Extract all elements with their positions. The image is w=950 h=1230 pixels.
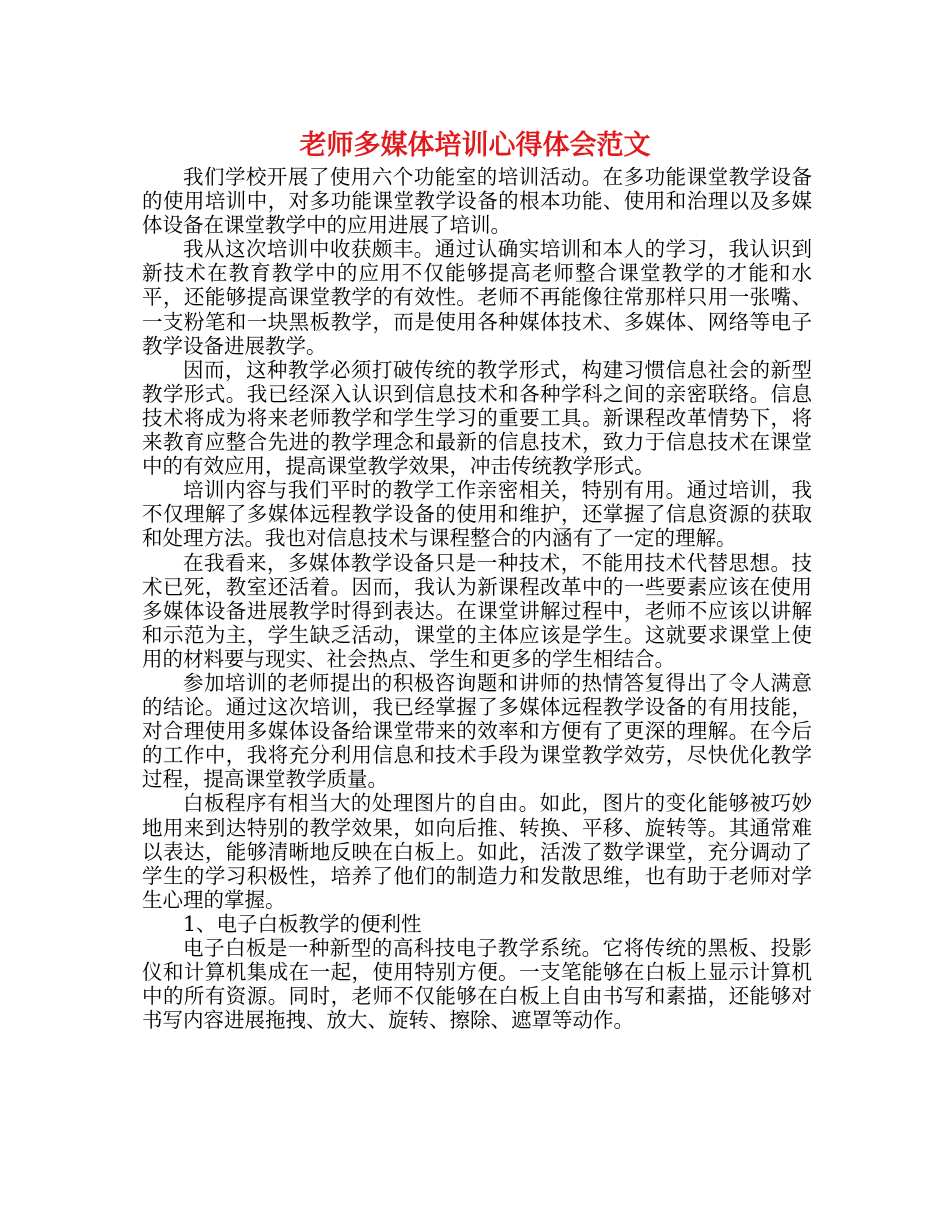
document-title: 老师多媒体培训心得体会范文 xyxy=(299,130,651,161)
paragraph-8: 电子白板是一种新型的高科技电子教学系统。它将传统的黑板、投影仪和计算机集成在一起，使用特别方便。一支笔能够在白板上显示计算机中的所有资源。同时，老师不仅能够在白板上自由书写和素描，还能够对书写内容进展拖拽、放大、旋转、擦除、遮罩等动作。 xyxy=(142,936,812,1033)
paragraph-5: 在我看来，多媒体教学设备只是一种技术，不能用技术代替思想。技术已死，教室还活着。因而，我认为新课程改革中的一些要素应该在使用多媒体设备进展教学时得到表达。在课堂讲解过程中，老师不应该以讲解和示范为主，学生缺乏活动，课堂的主体应该是学生。这就要求课堂上使用的材料要与现实、社会热点、学生和更多的学生相结合。 xyxy=(142,550,812,671)
paragraph-1: 我们学校开展了使用六个功能室的培训活动。在多功能课堂教学设备的使用培训中，对多功能课堂教学设备的根本功能、使用和治理以及多媒体设备在课堂教学中的应用进展了培训。 xyxy=(142,165,812,238)
section-heading: 1、电子白板教学的便利性 xyxy=(183,911,422,936)
paragraph-4: 培训内容与我们平时的教学工作亲密相关，特别有用。通过培训，我不仅理解了多媒体远程教学设备的使用和维护，还掌握了信息资源的获取和处理方法。我也对信息技术与课程整合的内涵有了一定的理解。 xyxy=(142,478,812,551)
paragraph-3: 因而，这种教学必须打破传统的教学形式，构建习惯信息社会的新型教学形式。我已经深入认识到信息技术和各种学科之间的亲密联络。信息技术将成为将来老师教学和学生学习的重要工具。新课程改革情势下，将来教育应整合先进的教学理念和最新的信息技术，致力于信息技术在课堂中的有效应用，提高课堂教学效果，冲击传统教学形式。 xyxy=(142,357,812,479)
paragraph-7: 白板程序有相当大的处理图片的自由。如此，图片的变化能够被巧妙地用来到达特别的教学效果，如向后推、转换、平移、旋转等。其通常难以表达，能够清晰地反映在白板上。如此，活泼了数学课堂，充分调动了学生的学习积极性，培养了他们的制造力和发散思维，也有助于老师对学生心理的掌握。 xyxy=(142,791,812,912)
paragraph-6: 参加培训的老师提出的积极咨询题和讲师的热情答复得出了令人满意的结论。通过这次培训，我已经掌握了多媒体远程教学设备的有用技能，对合理使用多媒体设备给课堂带来的效率和方便有了更深的理解。在今后的工作中，我将充分利用信息和技术手段为课堂教学效劳，尽快优化教学过程，提高课堂教学质量。 xyxy=(142,670,812,792)
document-body xyxy=(142,165,812,1032)
paragraph-2: 我从这次培训中收获颇丰。通过认确实培训和本人的学习，我认识到新技术在教育教学中的应用不仅能够提高老师整合课堂教学的才能和水平，还能够提高课堂教学的有效性。老师不再能像往常那样只用一张嘴、一支粉笔和一块黑板教学，而是使用各种媒体技术、多媒体、网络等电子教学设备进展教学。 xyxy=(142,237,812,358)
